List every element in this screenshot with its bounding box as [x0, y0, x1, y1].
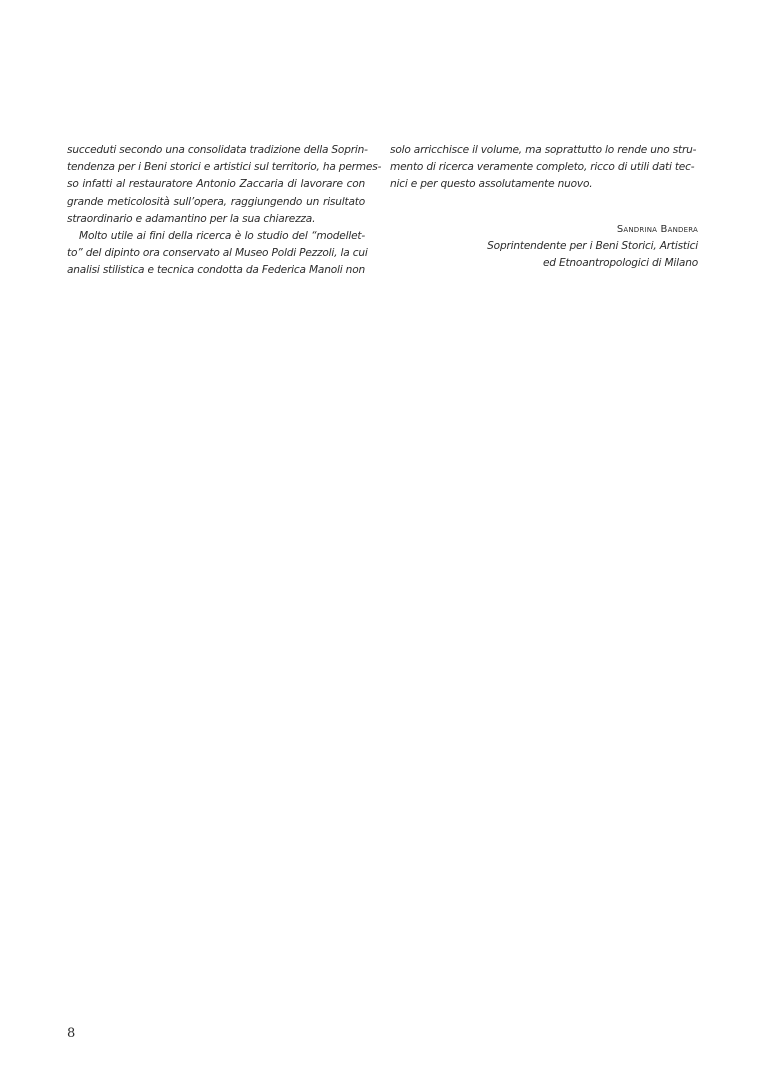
- text-line: so infatti al restauratore Antonio Zaccaria di lavorare con: [67, 178, 365, 191]
- page-number: 8: [67, 1026, 76, 1041]
- text-line: solo arricchisce il volume, ma soprattutto lo rende uno stru-: [390, 144, 697, 156]
- right-text-column: [390, 142, 697, 194]
- left-text-column: [67, 142, 382, 280]
- text-line: grande meticolosità sull’opera, raggiungendo un risultato: [67, 195, 365, 208]
- text-line: straordinario e adamantino per la sua chiarezza.: [67, 212, 316, 225]
- text-line: succeduti secondo una consolidata tradizione della Soprin-: [67, 144, 368, 156]
- signature-role-line: ed Etnoantropologici di Milano: [542, 257, 698, 270]
- text-line: analisi stilistica e tecnica condotta da Federica Manoli non: [67, 264, 365, 277]
- text-line: tendenza per i Beni storici e artistici sul territorio, ha permes-: [67, 161, 382, 174]
- text-line: to” del dipinto ora conservato al Museo Poldi Pezzoli, la cui: [67, 247, 368, 260]
- signature-name: Sandrina Bandera: [616, 224, 698, 235]
- signature-role-line: Soprintendente per i Beni Storici, Artistici: [487, 240, 698, 253]
- text-line: mento di ricerca veramente completo, ricco di utili dati tec-: [390, 161, 695, 174]
- text-line: Molto utile ai fini della ricerca è lo studio del “modellet-: [79, 229, 365, 242]
- text-line: nici e per questo assolutamente nuovo.: [390, 178, 593, 191]
- signature-block: [440, 221, 698, 273]
